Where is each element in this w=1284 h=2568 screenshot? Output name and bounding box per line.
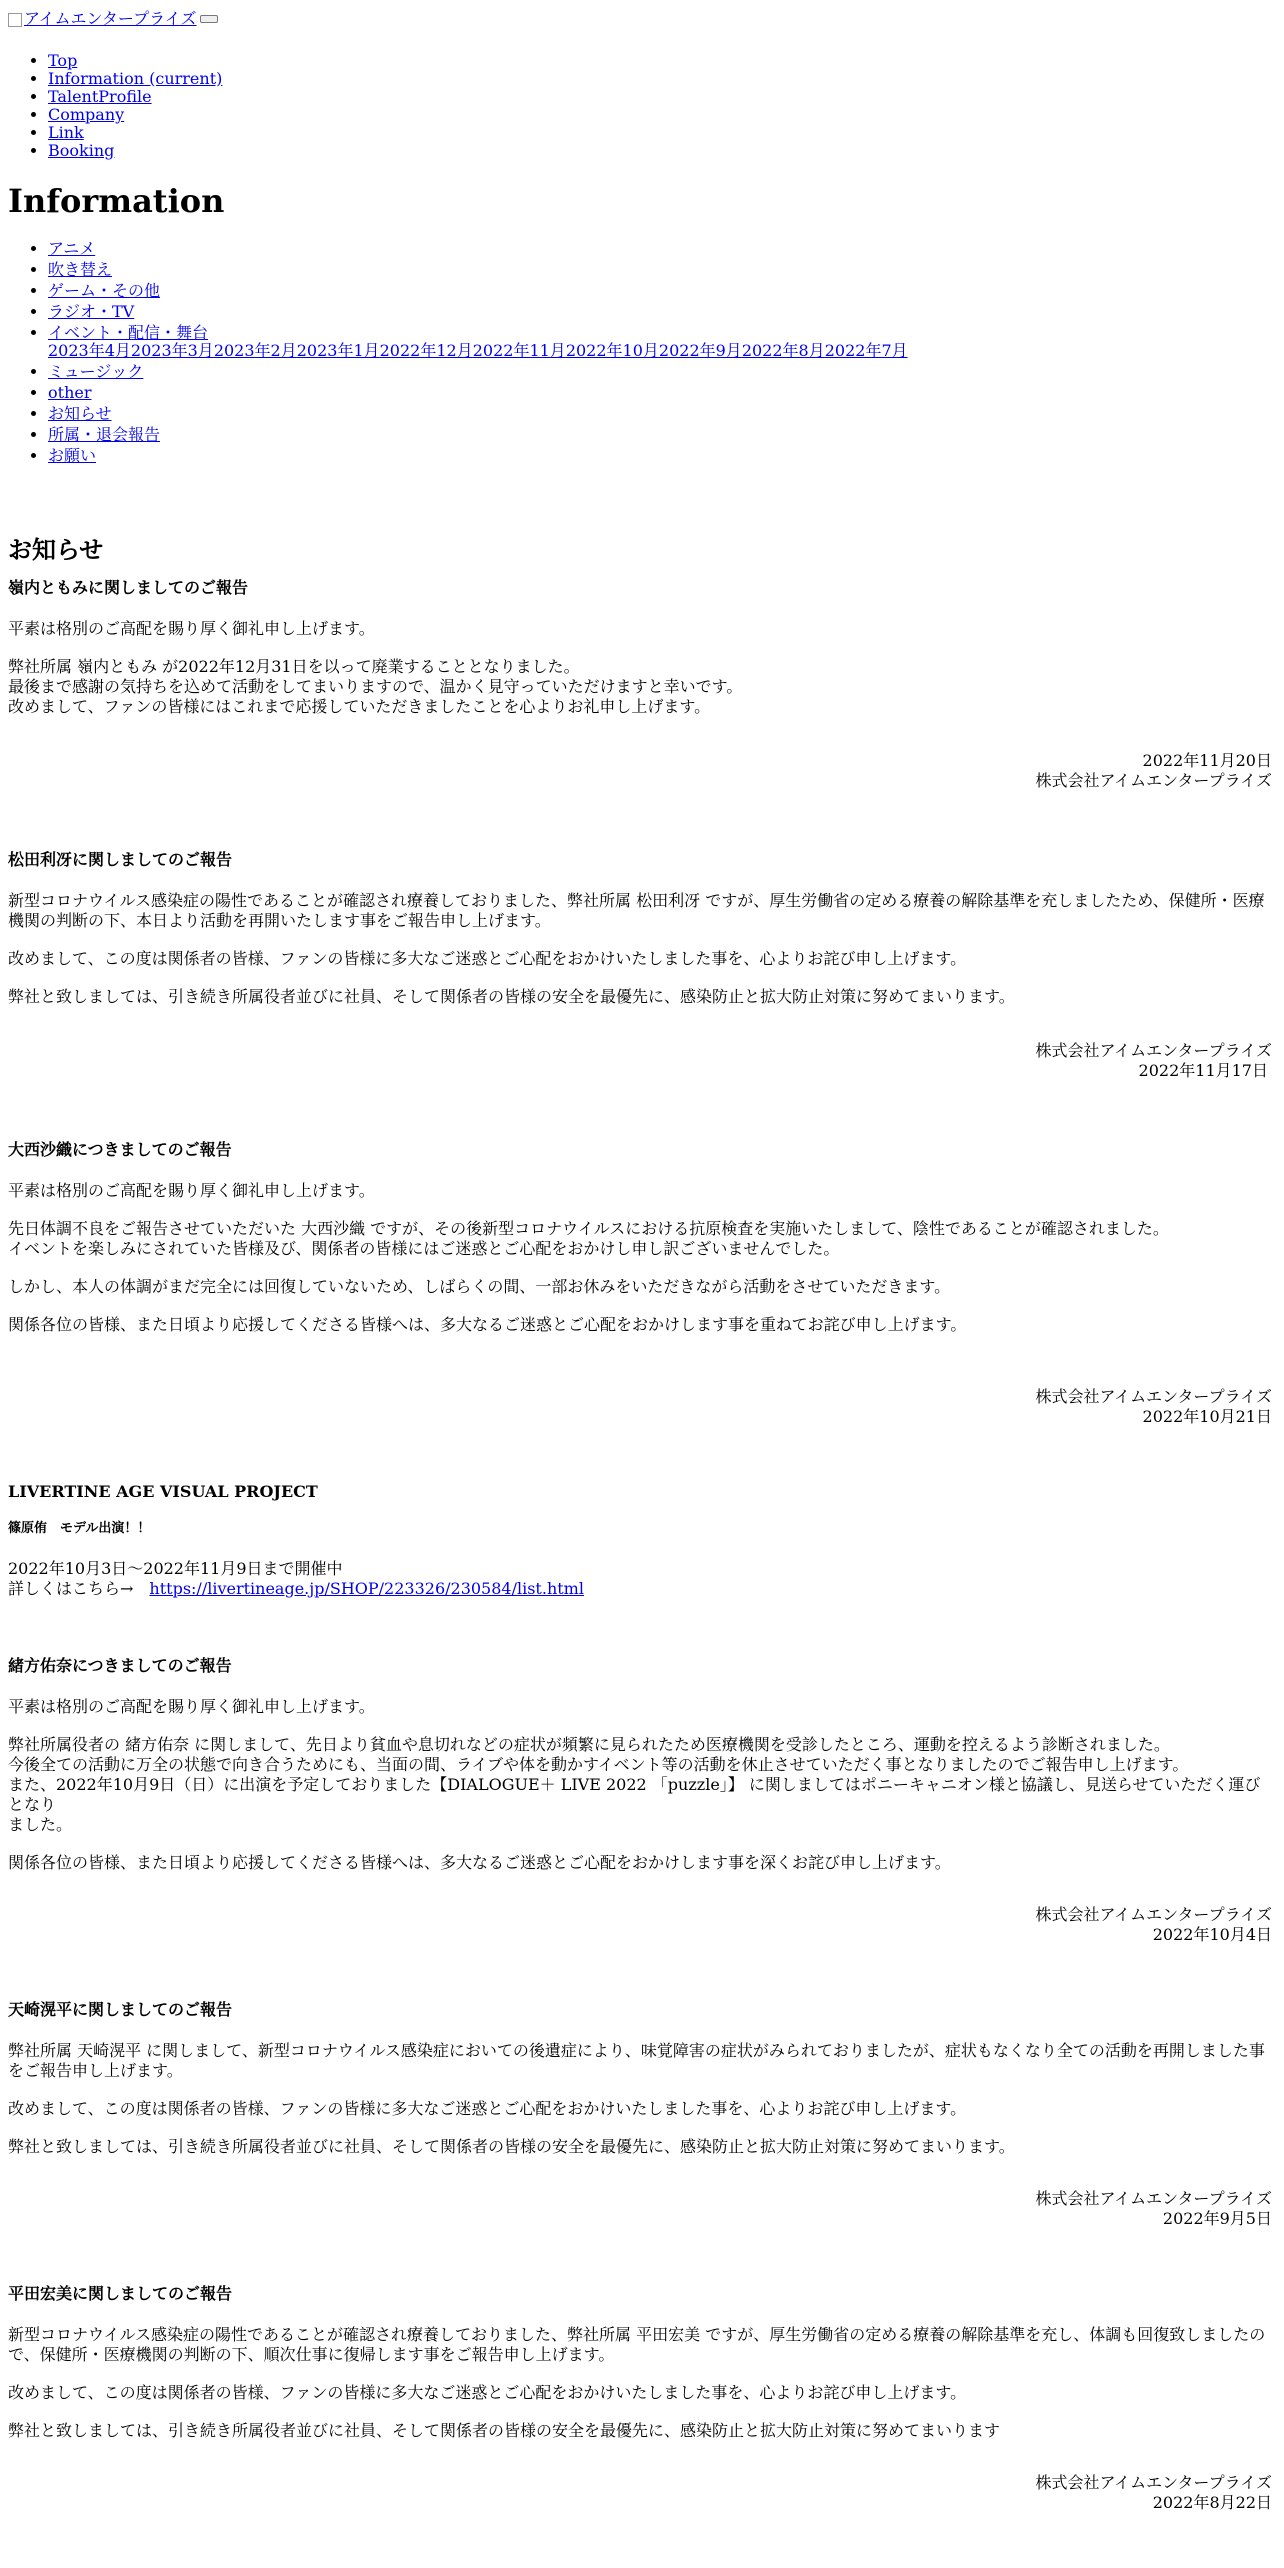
main-nav [8,52,1276,160]
post-paragraph [8,2325,1276,2365]
nav-link-information[interactable]: Information (current) [48,69,223,88]
post-title: 大西沙織につきましてのご報告 [8,1140,232,1159]
post-paragraph: 平素は格別のご高配を賜り厚く御礼申し上げます。 [8,1697,375,1716]
category-link-other[interactable]: other [48,383,92,402]
category-link-notice[interactable]: お知らせ [48,404,112,423]
post-line: 機関の判断の下、本日より活動を再開いたします事をご報告申し上げます。 [8,911,551,930]
post-line: で、保健所・医療機関の判断の下、順次仕事に復帰します事をご報告申し上げます。 [8,2345,615,2364]
category-link-anime[interactable]: アニメ [48,239,96,258]
post-line: 最後まで感謝の気持ちを込めて活動をしてまいりますので、温かく見守っていただけますと幸いです。 [8,677,743,696]
month-link[interactable]: 2022年11月 [472,341,566,360]
category-link-event[interactable]: イベント・配信・舞台 [48,323,209,342]
nav-item-company [48,106,1276,124]
post-company: 株式会社アイムエンタープライズ [1035,2189,1272,2208]
post-company: 株式会社アイムエンタープライズ [1035,1041,1272,1060]
post-company: 株式会社アイムエンタープライズ [1035,771,1272,790]
month-link[interactable]: 2023年2月 [213,341,297,360]
month-link[interactable]: 2022年9月 [658,341,742,360]
month-archive-links [48,342,1276,360]
post-line: 2022年10月3日～2022年11月9日まで開催中 [8,1559,343,1578]
category-link-music[interactable]: ミュージック [48,362,144,381]
category-link-request[interactable]: お願い [48,446,97,465]
post-spacer [8,2229,1276,2285]
post-date: 2022年9月5日 [1162,2209,1272,2228]
post-date: 2022年11月20日 [1142,751,1272,770]
nav-item-information [48,70,1276,88]
post-line: 弊社所属 嶺内ともみ が2022年12月31日を以って廃業することとなりました。 [8,657,580,676]
post-line: 新型コロナウイルス感染症の陽性であることが確認され療養しておりました、弊社所属 松田利冴 ですが、厚生労働省の定める療養の解除基準を充しましたため、保健所・医療 [8,891,1265,910]
post-line: イベントを楽しみにされていた皆様及び、関係者の皆様にはご迷惑とご心配をおかけし申し訳ございませんでした。 [8,1239,840,1258]
notice-post [8,579,1276,791]
post-line: ました。 [8,1815,73,1834]
post-date: 2022年10月4日 [1152,1925,1272,1944]
category-link-radio-tv[interactable]: ラジオ・TV [48,302,135,321]
post-paragraph [8,657,1276,717]
month-link[interactable]: 2023年1月 [296,341,380,360]
post-paragraph: 平素は格別のご高配を賜り厚く御礼申し上げます。 [8,1181,375,1200]
post-spacer [8,1617,1276,1657]
post-date: 2022年10月21日 [1142,1407,1272,1426]
post-signature [8,2189,1276,2229]
nav-link-company[interactable]: Company [48,105,125,124]
nav-link-top[interactable]: Top [48,51,78,70]
post-line: また、2022年10月9日（日）に出演を予定しておりました【DIALOGUE＋ LIVE 2022 「puzzle」】 に関しましてはポニーキャニオン様と協議し、見送らせていただく運びとなり [8,1775,1261,1814]
post-spacer [8,1427,1276,1483]
menu-toggle-button[interactable] [200,15,218,23]
nav-item-link [48,124,1276,142]
post-line: 新型コロナウイルス感染症の陽性であることが確認され療養しておりました、弊社所属 平田宏美 ですが、厚生労働省の定める療養の解除基準を充し、体調も回復致しましたの [8,2325,1266,2344]
nav-item-top [48,52,1276,70]
post-title: 松田利冴に関しましてのご報告 [8,850,233,869]
post-paragraph: 改めまして、この度は関係者の皆様、ファンの皆様に多大なご迷惑とご心配をおかけいたしました事を、心よりお詫び申し上げます。 [8,2099,967,2118]
nav-item-booking [48,142,1276,160]
post-paragraph: 平素は格別のご高配を賜り厚く御礼申し上げます。 [8,619,375,638]
category-item [48,303,1276,321]
category-link-game[interactable]: ゲーム・その他 [48,281,161,300]
post-signature [8,1387,1276,1427]
post-line: をご報告申し上げます。 [8,2061,183,2080]
category-item [48,447,1276,465]
post-paragraph: 弊社と致しましては、引き続き所属役者並びに社員、そして関係者の皆様の安全を最優先に、感染防止と拡大防止対策に努めてまいります [8,2421,1001,2440]
notice-post [8,1483,1276,1599]
post-paragraph [8,1559,1276,1599]
notice-post [8,851,1276,1081]
notice-post [8,1657,1276,1945]
month-link[interactable]: 2022年7月 [824,341,908,360]
month-link[interactable]: 2022年12月 [379,341,473,360]
site-header [8,8,1276,30]
nav-link-booking[interactable]: Booking [48,141,115,160]
category-item [48,240,1276,258]
nav-item-talentprofile [48,88,1276,106]
month-link[interactable]: 2022年10月 [565,341,659,360]
category-link-dubbing[interactable]: 吹き替え [48,260,113,279]
notice-heading: お知らせ [8,535,104,564]
post-signature [8,1041,1276,1081]
category-item [48,324,1276,360]
post-paragraph [8,2041,1276,2081]
post-line-prefix: 詳しくはこちら→ [8,1579,150,1598]
post-company: 株式会社アイムエンタープライズ [1035,2473,1272,2492]
post-paragraph: 弊社と致しましては、引き続き所属役者並びに社員、そして関係者の皆様の安全を最優先に、感染防止と拡大防止対策に努めてまいります。 [8,987,1015,1006]
notice-post [8,1141,1276,1427]
category-item [48,405,1276,423]
post-date: 2022年11月17日 [1138,1061,1268,1080]
post-company: 株式会社アイムエンタープライズ [1035,1905,1272,1924]
post-paragraph: 関係各位の皆様、また日頃より応援してくださる皆様へは、多大なるご迷惑とご心配をおかけします事を深くお詫び申し上げます。 [8,1853,951,1872]
post-signature [8,1905,1276,1945]
category-link-membership[interactable]: 所属・退会報告 [48,425,161,444]
notice-post [8,2001,1276,2229]
post-spacer [8,1945,1276,2001]
logo-link[interactable] [8,8,196,30]
month-link[interactable]: 2023年4月 [48,341,131,360]
page-title: Information [8,182,225,220]
logo-image-icon [8,13,22,27]
category-item [48,426,1276,444]
post-spacer [8,1081,1276,1141]
post-line: 今後全ての活動に万全の状態で向き合うためにも、当面の間、ライブや体を動かすイベント等の活動を休止させていただく事となりましたのでご報告申し上げます。 [8,1755,1189,1774]
post-title: 平田宏美に関しましてのご報告 [8,2284,233,2303]
nav-link-link[interactable]: Link [48,123,84,142]
post-company: 株式会社アイムエンタープライズ [1035,1387,1272,1406]
post-paragraph: しかし、本人の体調がまだ完全には回復していないため、しばらくの間、一部お休みをいただきながら活動をさせていただきます。 [8,1277,951,1296]
post-title: 嶺内ともみに関しましてのご報告 [8,578,249,597]
category-item [48,384,1276,402]
page [8,8,1276,468]
post-date: 2022年8月22日 [1152,2493,1272,2512]
category-list [8,240,1276,465]
post-paragraph [8,1219,1276,1259]
post-paragraph: 弊社と致しましては、引き続き所属役者並びに社員、そして関係者の皆様の安全を最優先に、感染防止と拡大防止対策に努めてまいります。 [8,2137,1015,2156]
category-item [48,261,1276,279]
post-line: 先日体調不良をご報告させていただいた 大西沙織 ですが、その後新型コロナウイルスにおける抗原検査を実施いたしまして、陰性であることが確認されました。 [8,1219,1169,1238]
post-title: LIVERTINE AGE VISUAL PROJECT [8,1482,318,1501]
category-item [48,363,1276,381]
post-paragraph [8,891,1276,931]
post-paragraph [8,1735,1276,1835]
notice-post [8,2285,1276,2513]
post-line: 弊社所属役者の 緒方佑奈 に関しまして、先日より貧血や息切れなどの症状が頻繁に見られたため医療機関を受診したところ、運動を控えるよう診断されました。 [8,1735,1170,1754]
post-line: 改めまして、ファンの皆様にはこれまで応援していただきましたことを心よりお礼申し上げます。 [8,697,711,716]
post-spacer [8,791,1276,851]
post-signature [8,751,1276,791]
post-title: 緒方佑奈につきましてのご報告 [8,1656,232,1675]
external-link[interactable]: https://livertineage.jp/SHOP/223326/230584/list.html [149,1579,584,1598]
post-subtitle: 篠原侑 モデル出演！！ [8,1521,151,1536]
notice-section [8,536,1276,2513]
post-paragraph: 関係各位の皆様、また日頃より応援してくださる皆様へは、多大なるご迷惑とご心配をおかけします事を重ねてお詫び申し上げます。 [8,1315,967,1334]
category-item [48,282,1276,300]
post-line: 弊社所属 天崎滉平 に関しまして、新型コロナウイルス感染症においての後遺症により、味覚障害の症状がみられておりましたが、症状もなくなり全ての活動を再開しました事 [8,2041,1265,2060]
month-link[interactable]: 2023年3月 [130,341,214,360]
post-title: 天崎滉平に関しましてのご報告 [8,2000,233,2019]
month-link[interactable]: 2022年8月 [741,341,825,360]
post-signature [8,2473,1276,2513]
post-paragraph: 改めまして、この度は関係者の皆様、ファンの皆様に多大なご迷惑とご心配をおかけいたしました事を、心よりお詫び申し上げます。 [8,2383,967,2402]
post-paragraph: 改めまして、この度は関係者の皆様、ファンの皆様に多大なご迷惑とご心配をおかけいたしました事を、心よりお詫び申し上げます。 [8,949,967,968]
logo-text: アイムエンタープライズ [24,9,197,28]
nav-link-talentprofile[interactable]: TalentProfile [48,87,152,106]
